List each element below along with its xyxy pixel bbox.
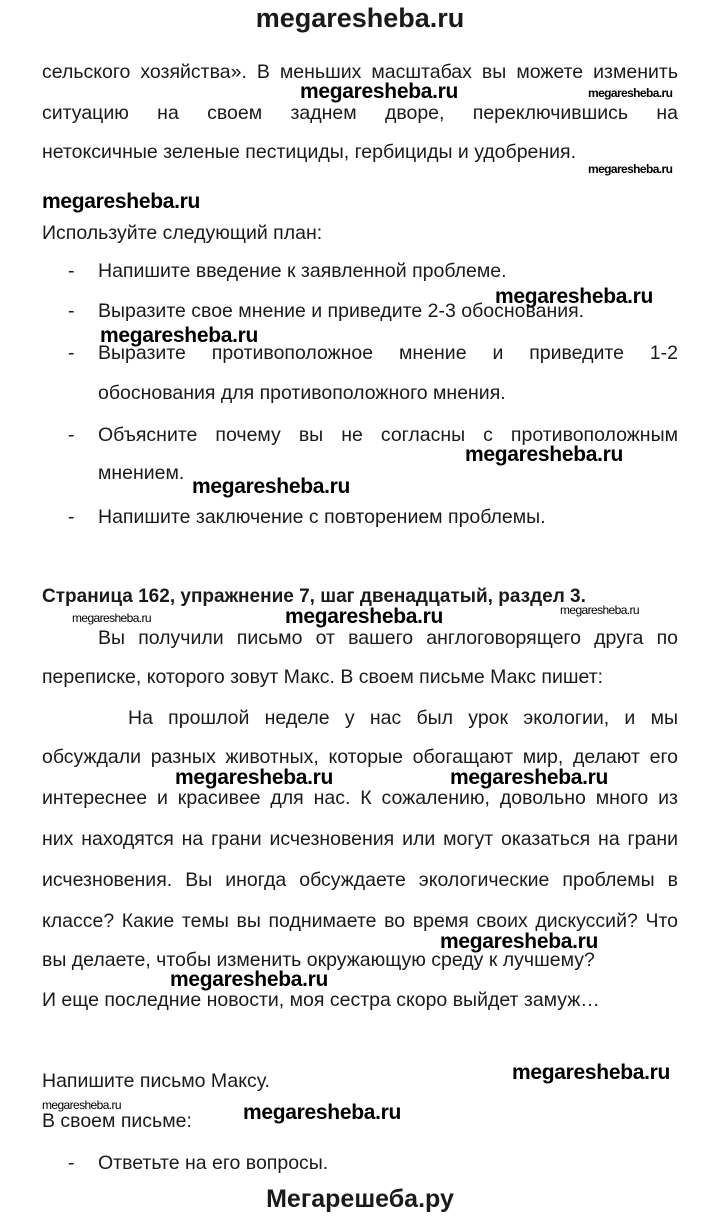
letter-line: И еще последние новости, моя сестра скоро выйдет замуж… [42, 989, 600, 1011]
bullet: - [68, 300, 75, 322]
watermark: megaresheba.ru [285, 605, 444, 628]
text-line: переписке, которого зовут Макс. В своем письме Макс пишет: [42, 666, 604, 688]
plan-item: Выразите свое мнение и приведите 2-3 обоснования. [98, 300, 585, 322]
letter-line: классе? Какие темы вы поднимаете во время своих дискуссий? Что [42, 910, 678, 932]
plan-item: Напишите введение к заявленной проблеме. [98, 260, 507, 282]
watermark: megaresheba.ru [170, 968, 329, 991]
site-header: megaresheba.ru [255, 3, 465, 33]
answer-item: Ответьте на его вопросы. [98, 1152, 329, 1174]
watermark: megaresheba.ru [495, 285, 654, 308]
watermark: megaresheba.ru [588, 162, 673, 176]
bullet: - [68, 342, 75, 364]
watermark: megaresheba.ru [192, 475, 351, 498]
bullet: - [68, 506, 75, 528]
letter-line: обсуждали разных животных, которые обогащают мир, делают его [42, 746, 678, 768]
watermark: megaresheba.ru [450, 766, 609, 789]
letter-line: исчезновения. Вы иногда обсуждаете экологические проблемы в [42, 869, 678, 891]
plan-item-continued: обоснования для противоположного мнения. [98, 382, 506, 404]
watermark: megaresheba.ru [42, 190, 201, 213]
text-line: сельского хозяйства». В меньших масштабах вы можете изменить [42, 61, 678, 83]
text-line: ситуацию на своем заднем дворе, переключившись на [42, 102, 678, 124]
watermark: megaresheba.ru [465, 443, 624, 466]
plan-item-continued: мнением. [98, 462, 185, 484]
bullet: - [68, 424, 75, 446]
plan-item: Выразите противоположное мнение и приведите 1-2 [98, 342, 678, 364]
plan-item: Объясните почему вы не согласны с противоположным [98, 424, 678, 446]
letter-line: вы делаете, чтобы изменить окружающую среду к лучшему? [42, 949, 595, 971]
watermark: megaresheba.ru [588, 86, 673, 100]
letter-line: интереснее и красивее для нас. К сожалению, довольно много из [42, 787, 678, 809]
watermark: megaresheba.ru [560, 603, 639, 617]
bullet: - [68, 260, 75, 282]
watermark: megaresheba.ru [243, 1101, 402, 1124]
text-line: нетоксичные зеленые пестициды, гербициды и удобрения. [42, 141, 577, 163]
bullet: - [68, 1152, 75, 1174]
watermark: megaresheba.ru [440, 930, 599, 953]
watermark: megaresheba.ru [512, 1061, 671, 1084]
text-line: Вы получили письмо от вашего англоговорящего друга по [98, 627, 678, 649]
plan-title: Используйте следующий план: [42, 222, 323, 244]
watermark: megaresheba.ru [175, 766, 334, 789]
section-heading: Страница 162, упражнение 7, шаг двенадцатый, раздел 3. [42, 586, 586, 607]
plan-item: Напишите заключение с повторением проблемы. [98, 506, 546, 528]
instruction: Напишите письмо Максу. [42, 1070, 270, 1092]
site-footer: Мегарешеба.ру [266, 1185, 454, 1213]
in-letter-label: В своем письме: [42, 1110, 192, 1132]
watermark: megaresheba.ru [72, 611, 151, 625]
letter-line: них находятся на грани исчезновения или могут оказаться на грани [42, 828, 678, 850]
letter-line: На прошлой неделе у нас был урок экологии, и мы [128, 707, 678, 729]
watermark: megaresheba.ru [42, 1098, 121, 1112]
watermark: megaresheba.ru [300, 80, 459, 103]
watermark: megaresheba.ru [100, 324, 259, 347]
